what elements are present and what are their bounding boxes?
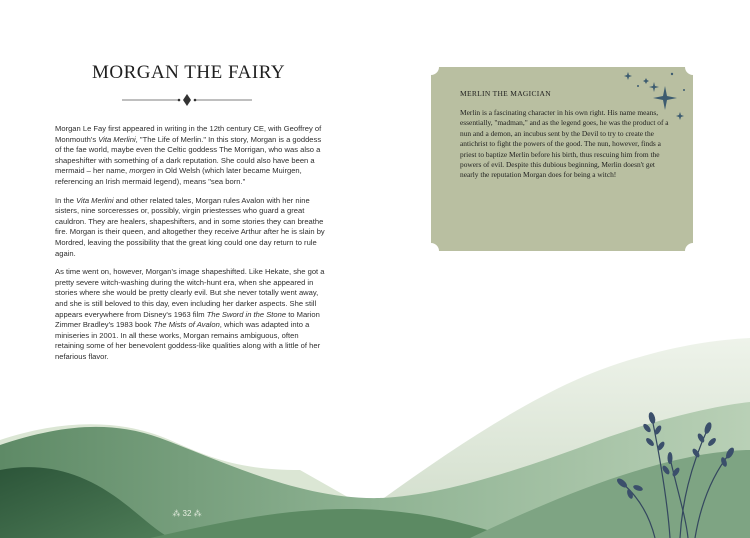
paragraph-3: As time went on, however, Morgan's image shapeshifted. Like Hekate, she got a pretty severe witch-washing during the witch-hunt era, when she appeared in stories where she would be pretty clearly evil. But she never totally went away, and she is still beloved to this day, even including her darker aspects. She still appears everywhere from Disney's 1963 film The Sword in the Stone to Marion Zimmer Bradley's 1983 book The Mists of Avalon, which was adapted into a miniseries in 2001. In all these works, Morgan remains ambiguous, often retaining some of her benevolent goddess-like qualities along with a little of her nefarious flavor.	[55, 267, 325, 361]
sparkle-stars-icon	[610, 66, 690, 126]
paragraph-1: Morgan Le Fay first appeared in writing in the 12th century CE, with Geoffrey of Monmouth's Vita Merlini, "The Life of Merlin." In this story, Morgan is a goddess of the fae world, maybe even the Celtic goddess The Morrigan, who was also a shapeshifter with something of a dark reputation. She could also have been a mermaid – her name, morgen in Old Welsh (which later became Muirgen, referencing an Irish mermaid legend), means "sea born."	[55, 124, 322, 186]
article-body	[55, 124, 325, 370]
diamond-flourish-icon	[122, 93, 252, 107]
lavender-plant-icon	[600, 398, 750, 538]
sidebar-text: Merlin is a fascinating character in his own right. His name means, essentially, "madman," and as the legend goes, he was the product of a nun and a demon, an incubus sent by the Devil to try to create the antichrist to fight the powers of the good. The nun, however, finds a priest to baptize Merlin before his birth, thus rescuing him from the powers of evil. Despite this dubious beginning, Merlin doesn't get nearly the reputation Morgan does for being a witch!	[460, 108, 669, 180]
paragraph-2: In the Vita Merlini and other related tales, Morgan rules Avalon with her nine sisters, nine sorceresses or, possibly, virgin priestesses who guard a great cauldron. They are healers, shapeshifters, and in some stories they can breathe fire. Morgan is their queen, and altogether they receive Arthur after he is slain by Mordred, leaving the possibility that the great king could one day return to rule again.	[55, 195, 325, 258]
page-title: MORGAN THE FAIRY	[91, 62, 286, 83]
page-number: ⁂ 32 ⁂	[172, 509, 202, 518]
sidebar-heading: MERLIN THE MAGICIAN	[460, 89, 551, 98]
